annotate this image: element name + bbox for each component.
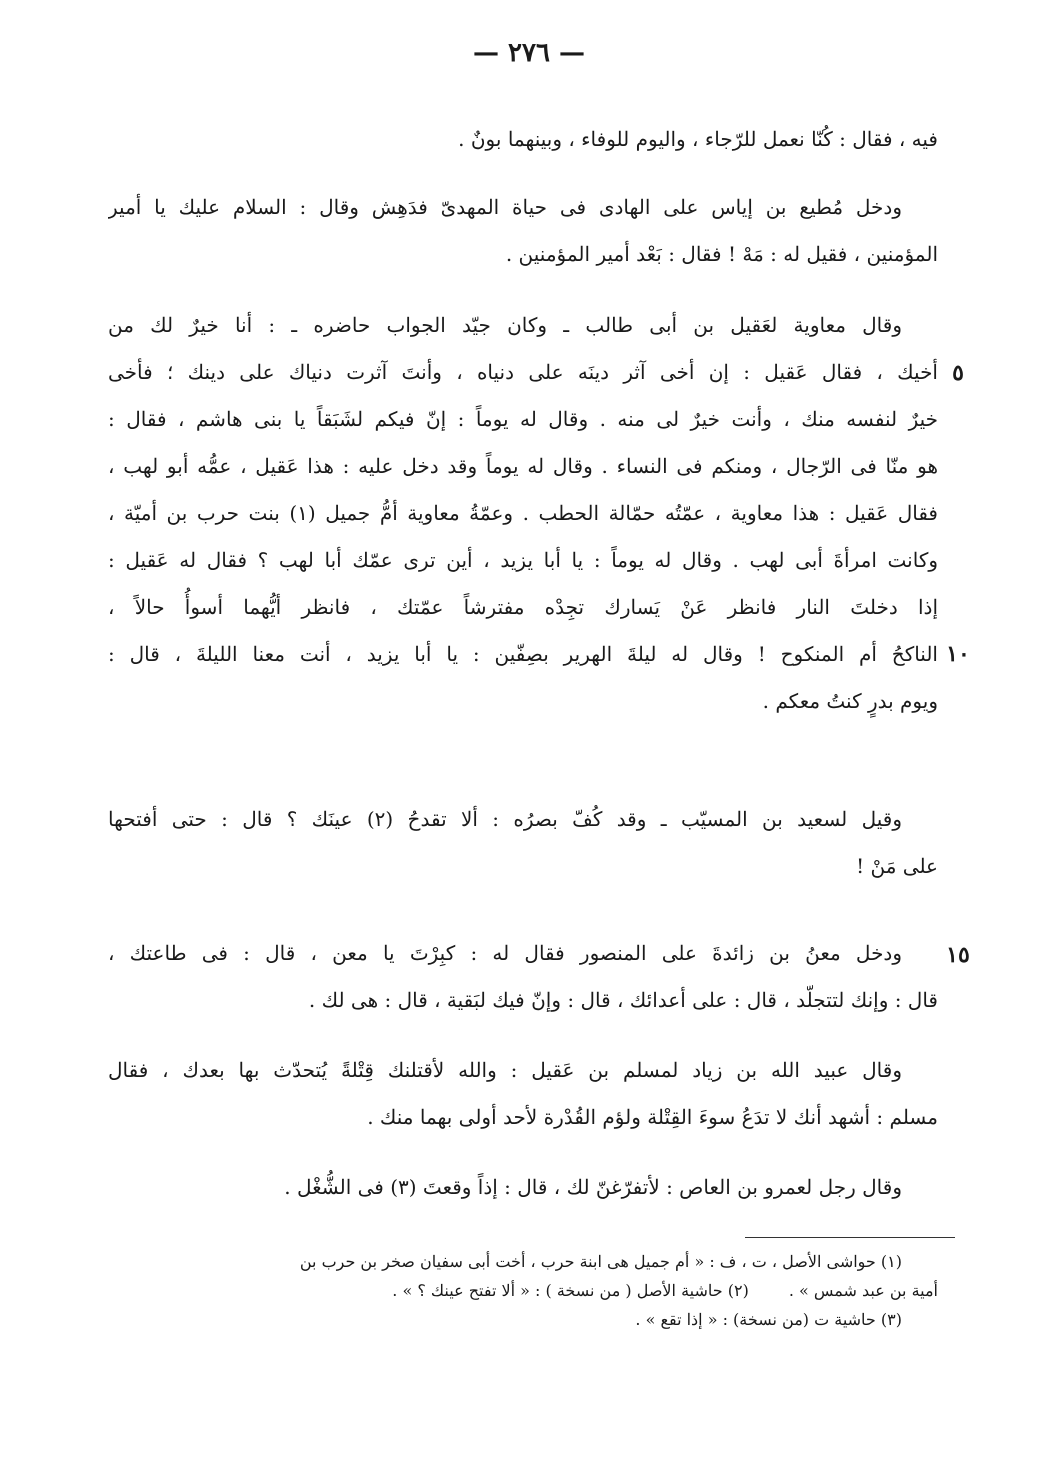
- text-line: ودخل معنُ بن زائدةَ على المنصور فقال له : كبِرْتَ يا معن ، قال : فى طاعتك ،: [108, 941, 903, 965]
- text-line: قال : وإنك لتتجلّد ، قال : على أعدائك ، قال : وإنّ فيك لبَقية ، قال : هى لك .: [308, 988, 938, 1012]
- text-line: مسلم : أشهد أنك لا تدَعُ سوءَ القِتْلة ولؤم القُدْرة لأحد أولى بهما منك .: [367, 1105, 938, 1129]
- footnote-divider: [745, 1237, 955, 1238]
- footnotes: [108, 1247, 938, 1334]
- text-line: أخيك ، فقال عَقيل : إن أخى آثر دينَه على دنياه ، وأنتَ آثرت دنياك على دينك ؛ فأخى: [108, 360, 938, 384]
- text-line: وقال عبيد الله بن زياد لمسلم بن عَقيل : والله لأقتلنك قِتْلةً يُتحدّث بها بعدك ، فقال: [108, 1058, 902, 1082]
- footnote-2: (٢) حاشية الأصل ( من نسخة ) : « ألا تفتح عينك ؟ » .: [392, 1281, 749, 1300]
- footnote-1-continuation: أمية بن عبد شمس » .: [788, 1281, 938, 1300]
- text-line: وقال رجل لعمرو بن العاص : لأتفرّغنّ لك ، قال : إذاً وقعتَ (٣) فى الشُّغْل .: [284, 1175, 902, 1199]
- text-line: وقيل لسعيد بن المسيّب ـ وقد كُفّ بصرُه : ألا تقدحُ (٢) عينَك ؟ قال : حتى أفتحها: [108, 807, 902, 831]
- footnote-1: (١) حواشى الأصل ، ت ، ف : « أم جميل هى ابنة حرب ، أخت أبى سفيان صخر بن حرب بن: [299, 1252, 902, 1271]
- text-line: الناكحُ أم المنكوح ! وقال له ليلةَ الهرير بصِفّين : يا أبا يزيد ، أنت معنا الليلةَ ، قال :: [108, 642, 938, 666]
- paragraph-7: [108, 1164, 938, 1211]
- line-number-10: ١٠: [946, 641, 970, 667]
- text-line: المؤمنين ، فقيل له : مَهْ ! فقال : بَعْد أمير المؤمنين .: [505, 242, 938, 266]
- line-number-5: ٥: [952, 360, 964, 386]
- paragraph-4: [108, 796, 938, 890]
- footnote-3: (٣) حاشية ت (من نسخة) : « إذا تقع » .: [635, 1310, 902, 1329]
- paragraph-1: [108, 116, 938, 163]
- paragraph-5: [108, 930, 938, 1024]
- text-line: فيه ، فقال : كُنّا نعمل للرّجاء ، واليوم للوفاء ، وبينهما بونٌ .: [458, 127, 938, 151]
- text-line: إذا دخلتَ النار فانظر عَنْ يَسارك تجِدْه مفترشاً عمّتك ، فانظر أيُّهما أسوأُ حالاً ،: [108, 595, 938, 619]
- text-line: ودخل مُطيع بن إياس على الهادى فى حياة المهدىّ فدَهِش وقال : السلام عليك يا أمير: [108, 195, 902, 219]
- text-line: ويوم بدرٍ كنتُ معكم .: [762, 689, 938, 713]
- paragraph-2: [108, 184, 938, 278]
- text-line: وقال معاوية لعَقيل بن أبى طالب ـ وكان جيّد الجواب حاضره ـ : أنا خيرٌ لك من: [108, 313, 902, 337]
- text-line: على مَنْ !: [856, 854, 938, 878]
- text-line: خيرٌ لنفسه منك ، وأنت خيرٌ لى منه . وقال له يوماً : إنّ فيكم لشَبَقاً يا بنى هاشم ، فقال :: [108, 407, 938, 431]
- text-line: وكانت امرأةَ أبى لهب . وقال له يوماً : يا أبا يزيد ، أين ترى عمّك أبا لهب ؟ فقال له عَقيل :: [108, 548, 938, 572]
- text-line: هو منّا فى الرّجال ، ومنكم فى النساء . وقال له يوماً وقد دخل عليه : هذا عَقيل ، عمُّه أبو لهب ،: [108, 454, 938, 478]
- footnote-line: [108, 1276, 938, 1305]
- paragraph-3: [108, 302, 938, 725]
- paragraph-6: [108, 1047, 938, 1141]
- page-number: — ٢٧٦ —: [472, 38, 586, 68]
- text-line: فقال عَقيل : هذا معاوية ، عمّتُه حمّالة الحطب . وعمّةُ معاوية أمُّ جميل (١) بنت حرب بن أميّة ،: [108, 501, 938, 525]
- line-number-15: ١٥: [946, 942, 970, 968]
